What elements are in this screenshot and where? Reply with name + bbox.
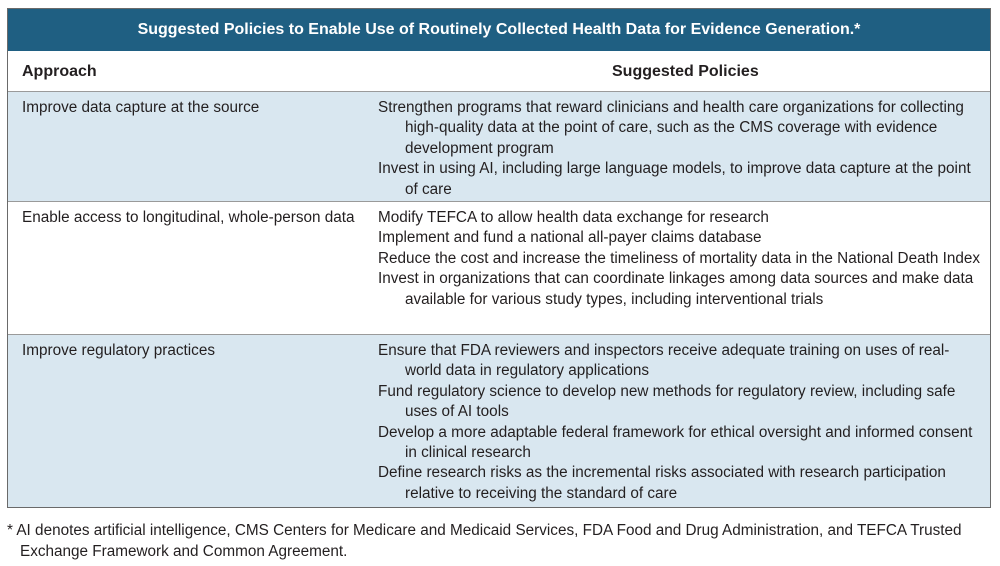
policy-item: Strengthen programs that reward clinicians and health care organizations for collecting high-quality data at the point of care, such as the CMS coverage with evidence development program bbox=[378, 99, 964, 157]
policy-item: Define research risks as the incremental risks associated with research participation relative to receiving the standard of care bbox=[378, 464, 946, 502]
approach-cell: Enable access to longitudinal, whole-person data bbox=[22, 209, 355, 226]
policies-cell bbox=[378, 98, 982, 200]
approach-cell: Improve regulatory practices bbox=[22, 342, 215, 359]
policy-item: Invest in organizations that can coordinate linkages among data sources and make data available for various study types, including interventional trials bbox=[378, 270, 974, 308]
policy-item: Develop a more adaptable federal framework for ethical oversight and informed consent in clinical research bbox=[378, 423, 973, 462]
table-row bbox=[8, 335, 990, 507]
table-header-row bbox=[8, 51, 990, 92]
policies-cell bbox=[378, 341, 982, 504]
policy-item: Ensure that FDA reviewers and inspectors receive adequate training on uses of real-world data in regulatory applications bbox=[378, 342, 950, 380]
policy-item: Implement and fund a national all-payer claims database bbox=[378, 229, 762, 247]
table-title: Suggested Policies to Enable Use of Routinely Collected Health Data for Evidence Generation.* bbox=[8, 9, 990, 51]
approach-cell: Improve data capture at the source bbox=[22, 99, 260, 116]
policies-cell bbox=[378, 208, 982, 310]
table-row bbox=[8, 202, 990, 335]
policy-table bbox=[7, 8, 991, 508]
header-suggested-policies: Suggested Policies bbox=[612, 63, 759, 80]
header-approach: Approach bbox=[22, 63, 97, 80]
policy-item: Modify TEFCA to allow health data exchange for research bbox=[378, 209, 769, 226]
policy-item: Invest in using AI, including large language models, to improve data capture at the point of care bbox=[378, 160, 971, 198]
table-footnote: * AI denotes artificial intelligence, CMS Centers for Medicare and Medicaid Services, FDA Food and Drug Administration, and TEFCA Trusted Exchange Framework and Common Agreement. bbox=[7, 522, 962, 560]
table-row bbox=[8, 92, 990, 202]
policy-item: Reduce the cost and increase the timeliness of mortality data in the National Death Index bbox=[378, 249, 981, 267]
policy-item: Fund regulatory science to develop new methods for regulatory review, including safe uses of AI tools bbox=[378, 382, 956, 421]
